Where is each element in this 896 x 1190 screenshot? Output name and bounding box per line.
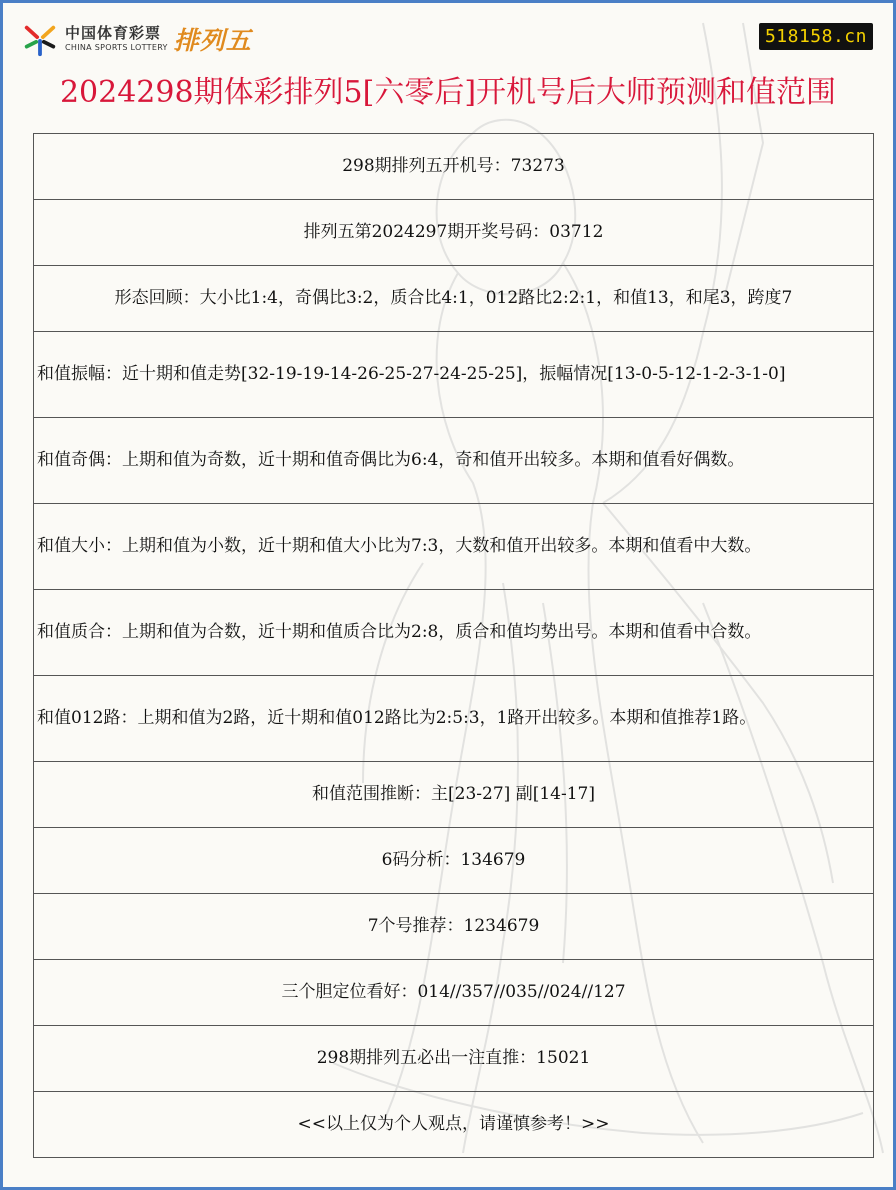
- row-text: 和值大小：上期和值为小数，近十期和值大小比为7:3，大数和值开出较多。本期和值看中大数。: [37, 536, 762, 556]
- row-text: 7个号推荐：1234679: [367, 916, 540, 936]
- prediction-table: [33, 133, 874, 1158]
- row-text: 和值振幅：近十期和值走势[32-19-19-14-26-25-27-24-25-25]，振幅情况[13-0-5-12-1-2-3-1-0]: [37, 364, 786, 384]
- logo-brand-text: 排列五: [173, 26, 252, 55]
- site-badge[interactable]: 518158.cn: [759, 23, 873, 50]
- table-row: [33, 960, 874, 1026]
- lottery-star-icon: [21, 20, 59, 58]
- table-row: [33, 418, 874, 504]
- row-text: 298期排列五开机号：73273: [342, 156, 565, 176]
- table-row: [33, 894, 874, 960]
- table-row: [33, 676, 874, 762]
- table-row: [33, 762, 874, 828]
- row-text: 298期排列五必出一注直推：15021: [316, 1048, 591, 1068]
- row-text: 6码分析：134679: [381, 850, 526, 870]
- row-text: 三个胆定位看好：014//357//035//024//127: [281, 982, 626, 1002]
- row-text: 和值奇偶：上期和值为奇数，近十期和值奇偶比为6:4，奇和值开出较多。本期和值看好偶数。: [37, 450, 745, 470]
- page-title: 2024298期体彩排列5[六零后]开机号后大师预测和值范围: [59, 75, 837, 110]
- table-row: [33, 1026, 874, 1092]
- row-text: 和值质合：上期和值为合数，近十期和值质合比为2:8，质合和值均势出号。本期和值看中合数。: [37, 622, 762, 642]
- table-row: [33, 1092, 874, 1158]
- table-row: [33, 200, 874, 266]
- table-row: [33, 266, 874, 332]
- table-row: [33, 332, 874, 418]
- table-row: [33, 828, 874, 894]
- china-sports-lottery-logo: [21, 19, 252, 59]
- logo-en-text: CHINA SPORTS LOTTERY: [65, 43, 168, 52]
- row-text: <<以上仅为个人观点，请谨慎参考！>>: [297, 1114, 610, 1134]
- table-row: [33, 590, 874, 676]
- row-text: 排列五第2024297期开奖号码：03712: [303, 222, 604, 242]
- row-text: 形态回顾：大小比1:4，奇偶比3:2，质合比4:1，012路比2:2:1，和值13，和尾3，跨度7: [114, 288, 793, 308]
- logo-cn-text: 中国体育彩票: [65, 24, 162, 42]
- row-text: 和值范围推断：主[23-27] 副[14-17]: [312, 784, 595, 804]
- table-row: [33, 134, 874, 200]
- table-row: [33, 504, 874, 590]
- row-text: 和值012路：上期和值为2路，近十期和值012路比为2:5:3，1路开出较多。本期和值推荐1路。: [37, 708, 757, 728]
